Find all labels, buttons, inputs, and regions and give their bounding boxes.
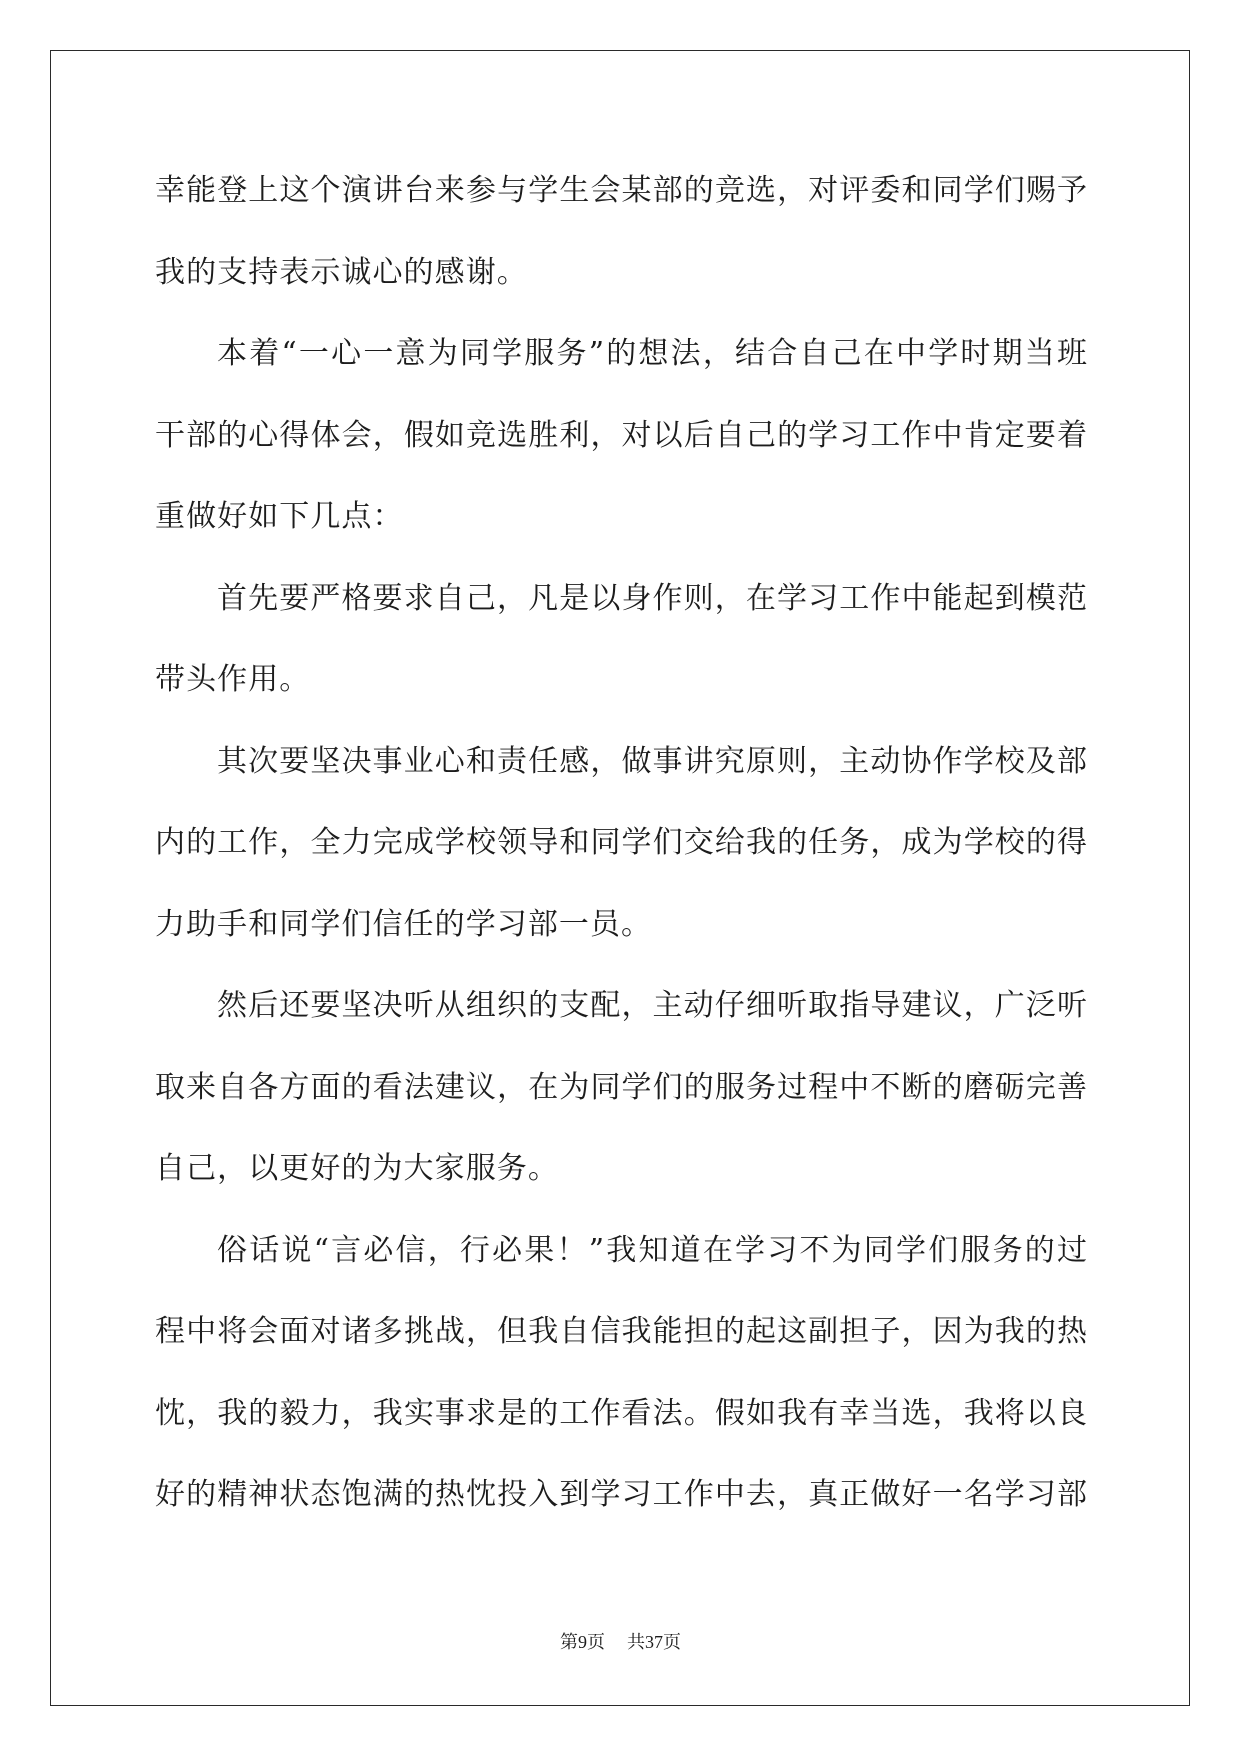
- text-line: 然后还要坚决听从组织的支配，主动仔细听取指导建议，广泛听: [217, 988, 1087, 1023]
- paragraph: [155, 965, 1087, 1210]
- text-line: 力助手和同学们信任的学习部一员。: [155, 906, 653, 942]
- text-line: 带头作用。: [155, 662, 311, 697]
- text-line: 我的支持表示诚心的感谢。: [155, 254, 528, 290]
- text-line: 首先要严格要求自己，凡是以身作则，在学习工作中能起到模范: [217, 580, 1087, 616]
- document-body: [155, 150, 1087, 1536]
- paragraph: [155, 558, 1087, 721]
- text-line: 重做好如下几点：: [155, 499, 404, 534]
- text-line: 干部的心得体会，假如竞选胜利，对以后自己的学习工作中肯定要着: [155, 417, 1087, 453]
- text-line: 忱，我的毅力，我实事求是的工作看法。假如我有幸当选，我将以良: [155, 1395, 1087, 1431]
- text-line: 俗话说“言必信，行必果！”我知道在学习不为同学们服务的过: [217, 1232, 1087, 1268]
- page-number: 第9页: [560, 1632, 605, 1652]
- text-line: 幸能登上这个演讲台来参与学生会某部的竞选，对评委和同学们赐予: [155, 173, 1087, 208]
- paragraph: [155, 1210, 1087, 1536]
- paragraph: [155, 721, 1087, 966]
- paragraph: [155, 313, 1087, 558]
- text-line: 内的工作，全力完成学校领导和同学们交给我的任务，成为学校的得: [155, 825, 1087, 860]
- text-line: 本着“一心一意为同学服务”的想法，结合自己在中学时期当班: [217, 336, 1087, 371]
- paragraph: [155, 150, 1087, 313]
- text-line: 其次要坚决事业心和责任感，做事讲究原则，主动协作学校及部: [217, 743, 1087, 779]
- page-total: 共37页: [627, 1632, 681, 1652]
- text-line: 取来自各方面的看法建议，在为同学们的服务过程中不断的磨砺完善: [155, 1069, 1087, 1105]
- page-footer: [0, 1629, 1241, 1655]
- text-line: 好的精神状态饱满的热忱投入到学习工作中去，真正做好一名学习部: [155, 1477, 1087, 1512]
- text-line: 自己，以更好的为大家服务。: [155, 1151, 559, 1186]
- text-line: 程中将会面对诸多挑战，但我自信我能担的起这副担子，因为我的热: [155, 1314, 1087, 1349]
